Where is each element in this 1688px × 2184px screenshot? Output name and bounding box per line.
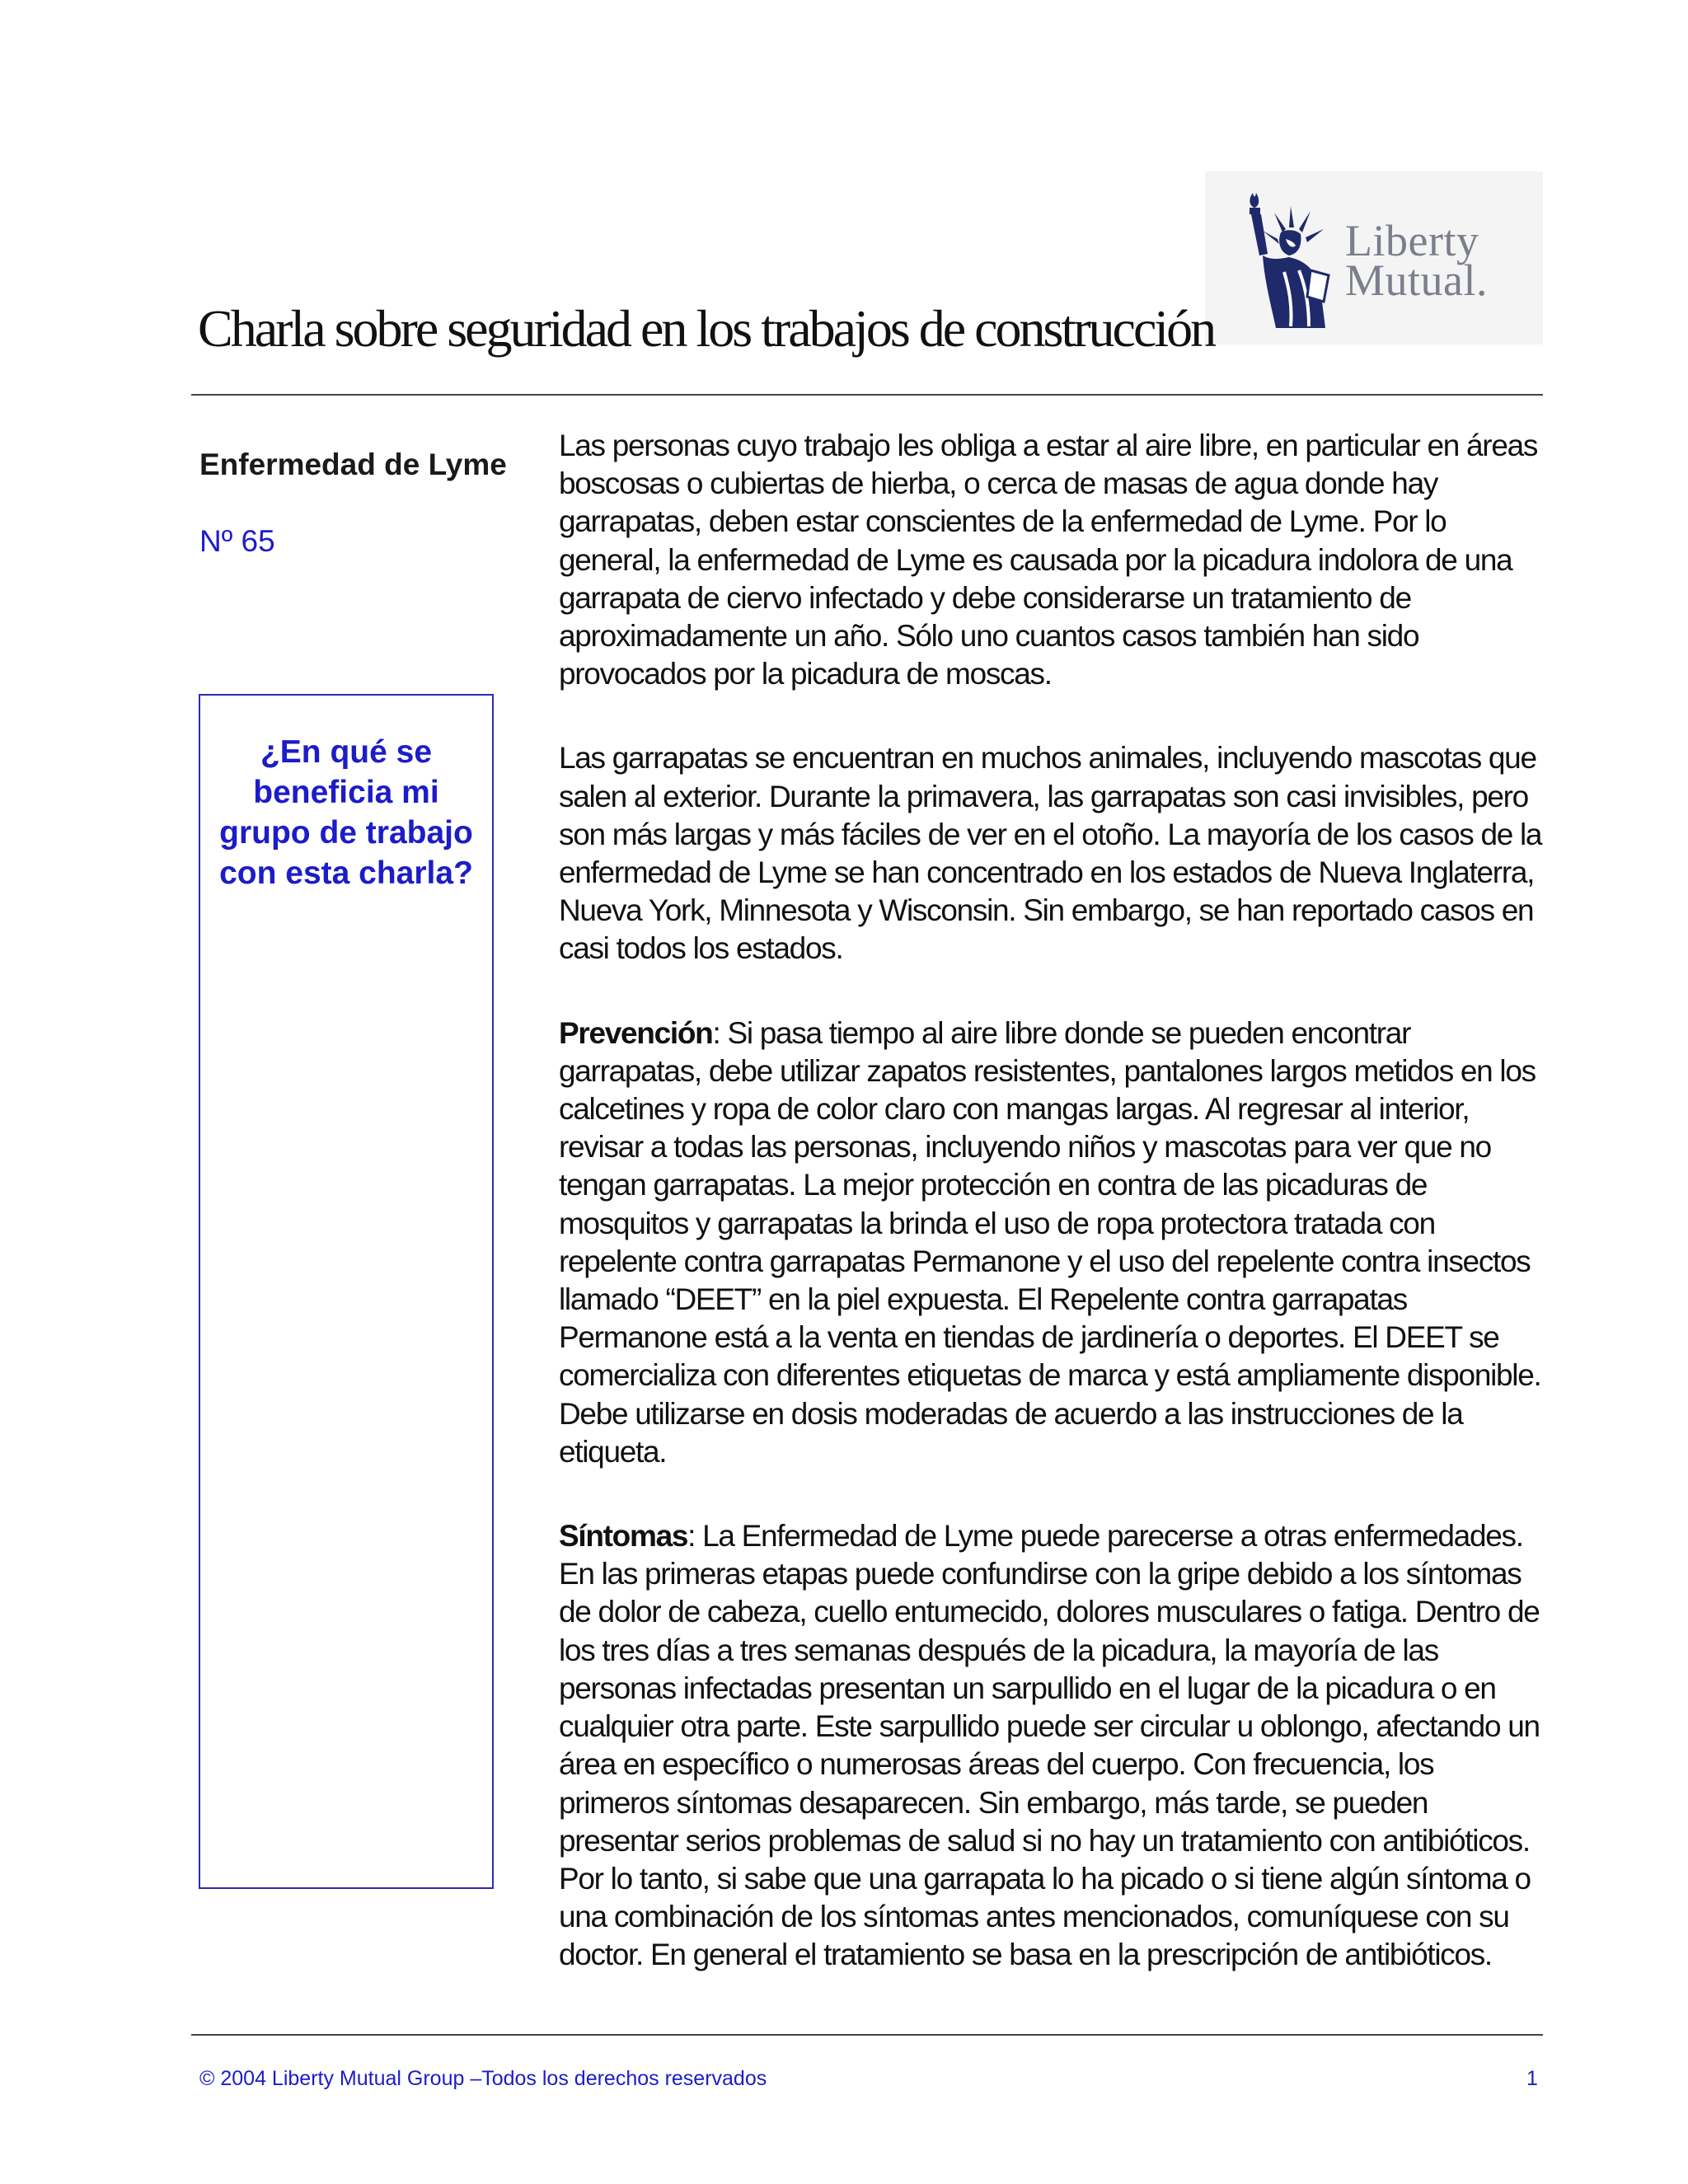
sidebar	[199, 445, 513, 559]
statue-of-liberty-icon	[1235, 190, 1338, 331]
footer-copyright: © 2004 Liberty Mutual Group –Todos los derechos reservados	[199, 2067, 767, 2090]
prevention-text: : Si pasa tiempo al aire libre donde se pueden encontrar garrapatas, debe utilizar zapatos resistentes, pantalones largos metidos en los calcetines y ropa de color claro con mangas largas. Al regresar al interior, revisar a todas las personas, incluyendo niños y mascotas para ver que no tengan garrapatas. La mejor protección en contra de las picaduras de mosquitos y garrapatas la brinda el uso de ropa protectora tratada con repelente contra garrapatas Permanone y el uso del repelente contra insectos llamado “DEET” en la piel expuesta. El Repelente contra garrapatas Permanone está a la venta en tiendas de jardinería o deportes. El DEET se comercializa con diferentes etiquetas de marca y está ampliamente disponible. Debe utilizarse en dosis moderadas de acuerdo a las instrucciones de la etiqueta.	[559, 1015, 1541, 1469]
benefit-question: ¿En qué se beneficia mi grupo de trabajo con esta charla?	[219, 734, 473, 891]
page-title: Charla sobre seguridad en los trabajos de construcción	[198, 299, 1215, 358]
topic-title: Enfermedad de Lyme	[199, 448, 507, 481]
paragraph-prevention	[559, 1015, 1548, 1471]
main-content	[559, 427, 1548, 1975]
footer-divider	[191, 2034, 1543, 2036]
talk-number: Nº 65	[199, 524, 275, 558]
symptoms-heading: Síntomas	[559, 1519, 688, 1554]
prevention-heading: Prevención	[559, 1015, 713, 1050]
paragraph-intro: Las personas cuyo trabajo les obliga a estar al aire libre, en particular en áreas boscosas o cubiertas de hierba, o cerca de masas de agua donde hay garrapatas, deben estar conscientes de la enfermedad de Lyme. Por lo general, la enfermedad de Lyme es causada por la picadura indolora de una garrapata de ciervo infectado y debe considerarse un tratamiento de aproximadamente un año. Sólo uno cuantos casos también han sido provocados por la picadura de moscas.	[559, 429, 1538, 691]
logo-line-2: Mutual.	[1345, 255, 1488, 305]
paragraph-symptoms	[559, 1517, 1548, 1974]
liberty-mutual-logo	[1205, 171, 1543, 344]
page-number: 1	[1526, 2067, 1538, 2090]
logo-line-1: Liberty	[1345, 216, 1479, 265]
benefit-box	[199, 694, 494, 1889]
logo-wordmark	[1345, 216, 1488, 305]
symptoms-text: : La Enfermedad de Lyme puede parecerse a otras enfermedades. En las primeras etapas puede confundirse con la gripe debido a los síntomas de dolor de cabeza, cuello entumecido, dolores musculares o fatiga. Dentro de los tres días a tres semanas después de la picadura, la mayoría de las personas infectadas presentan un sarpullido en el lugar de la picadura o en cualquier otra parte. Este sarpullido puede ser circular u oblongo, afectando un área en específico o numerosas áreas del cuerpo. Con frecuencia, los primeros síntomas desaparecen. Sin embargo, más tarde, se pueden presentar serios problemas de salud si no hay un tratamiento con antibióticos. Por lo tanto, si sabe que una garrapata lo ha picado o si tiene algún síntoma o una combinación de los síntomas antes mencionados, comuníquese con su doctor. En general el tratamiento se basa en la prescripción de antibióticos.	[559, 1519, 1540, 1972]
paragraph-ticks: Las garrapatas se encuentran en muchos animales, incluyendo mascotas que salen al exterior. Durante la primavera, las garrapatas son casi invisibles, pero son más largas y más fáciles de ver en el otoño. La mayoría de los casos de la enfermedad de Lyme se han concentrado en los estados de Nueva Inglaterra, Nueva York, Minnesota y Wisconsin. Sin embargo, se han reportado casos en casi todos los estados.	[559, 741, 1542, 966]
header-divider	[191, 394, 1543, 396]
